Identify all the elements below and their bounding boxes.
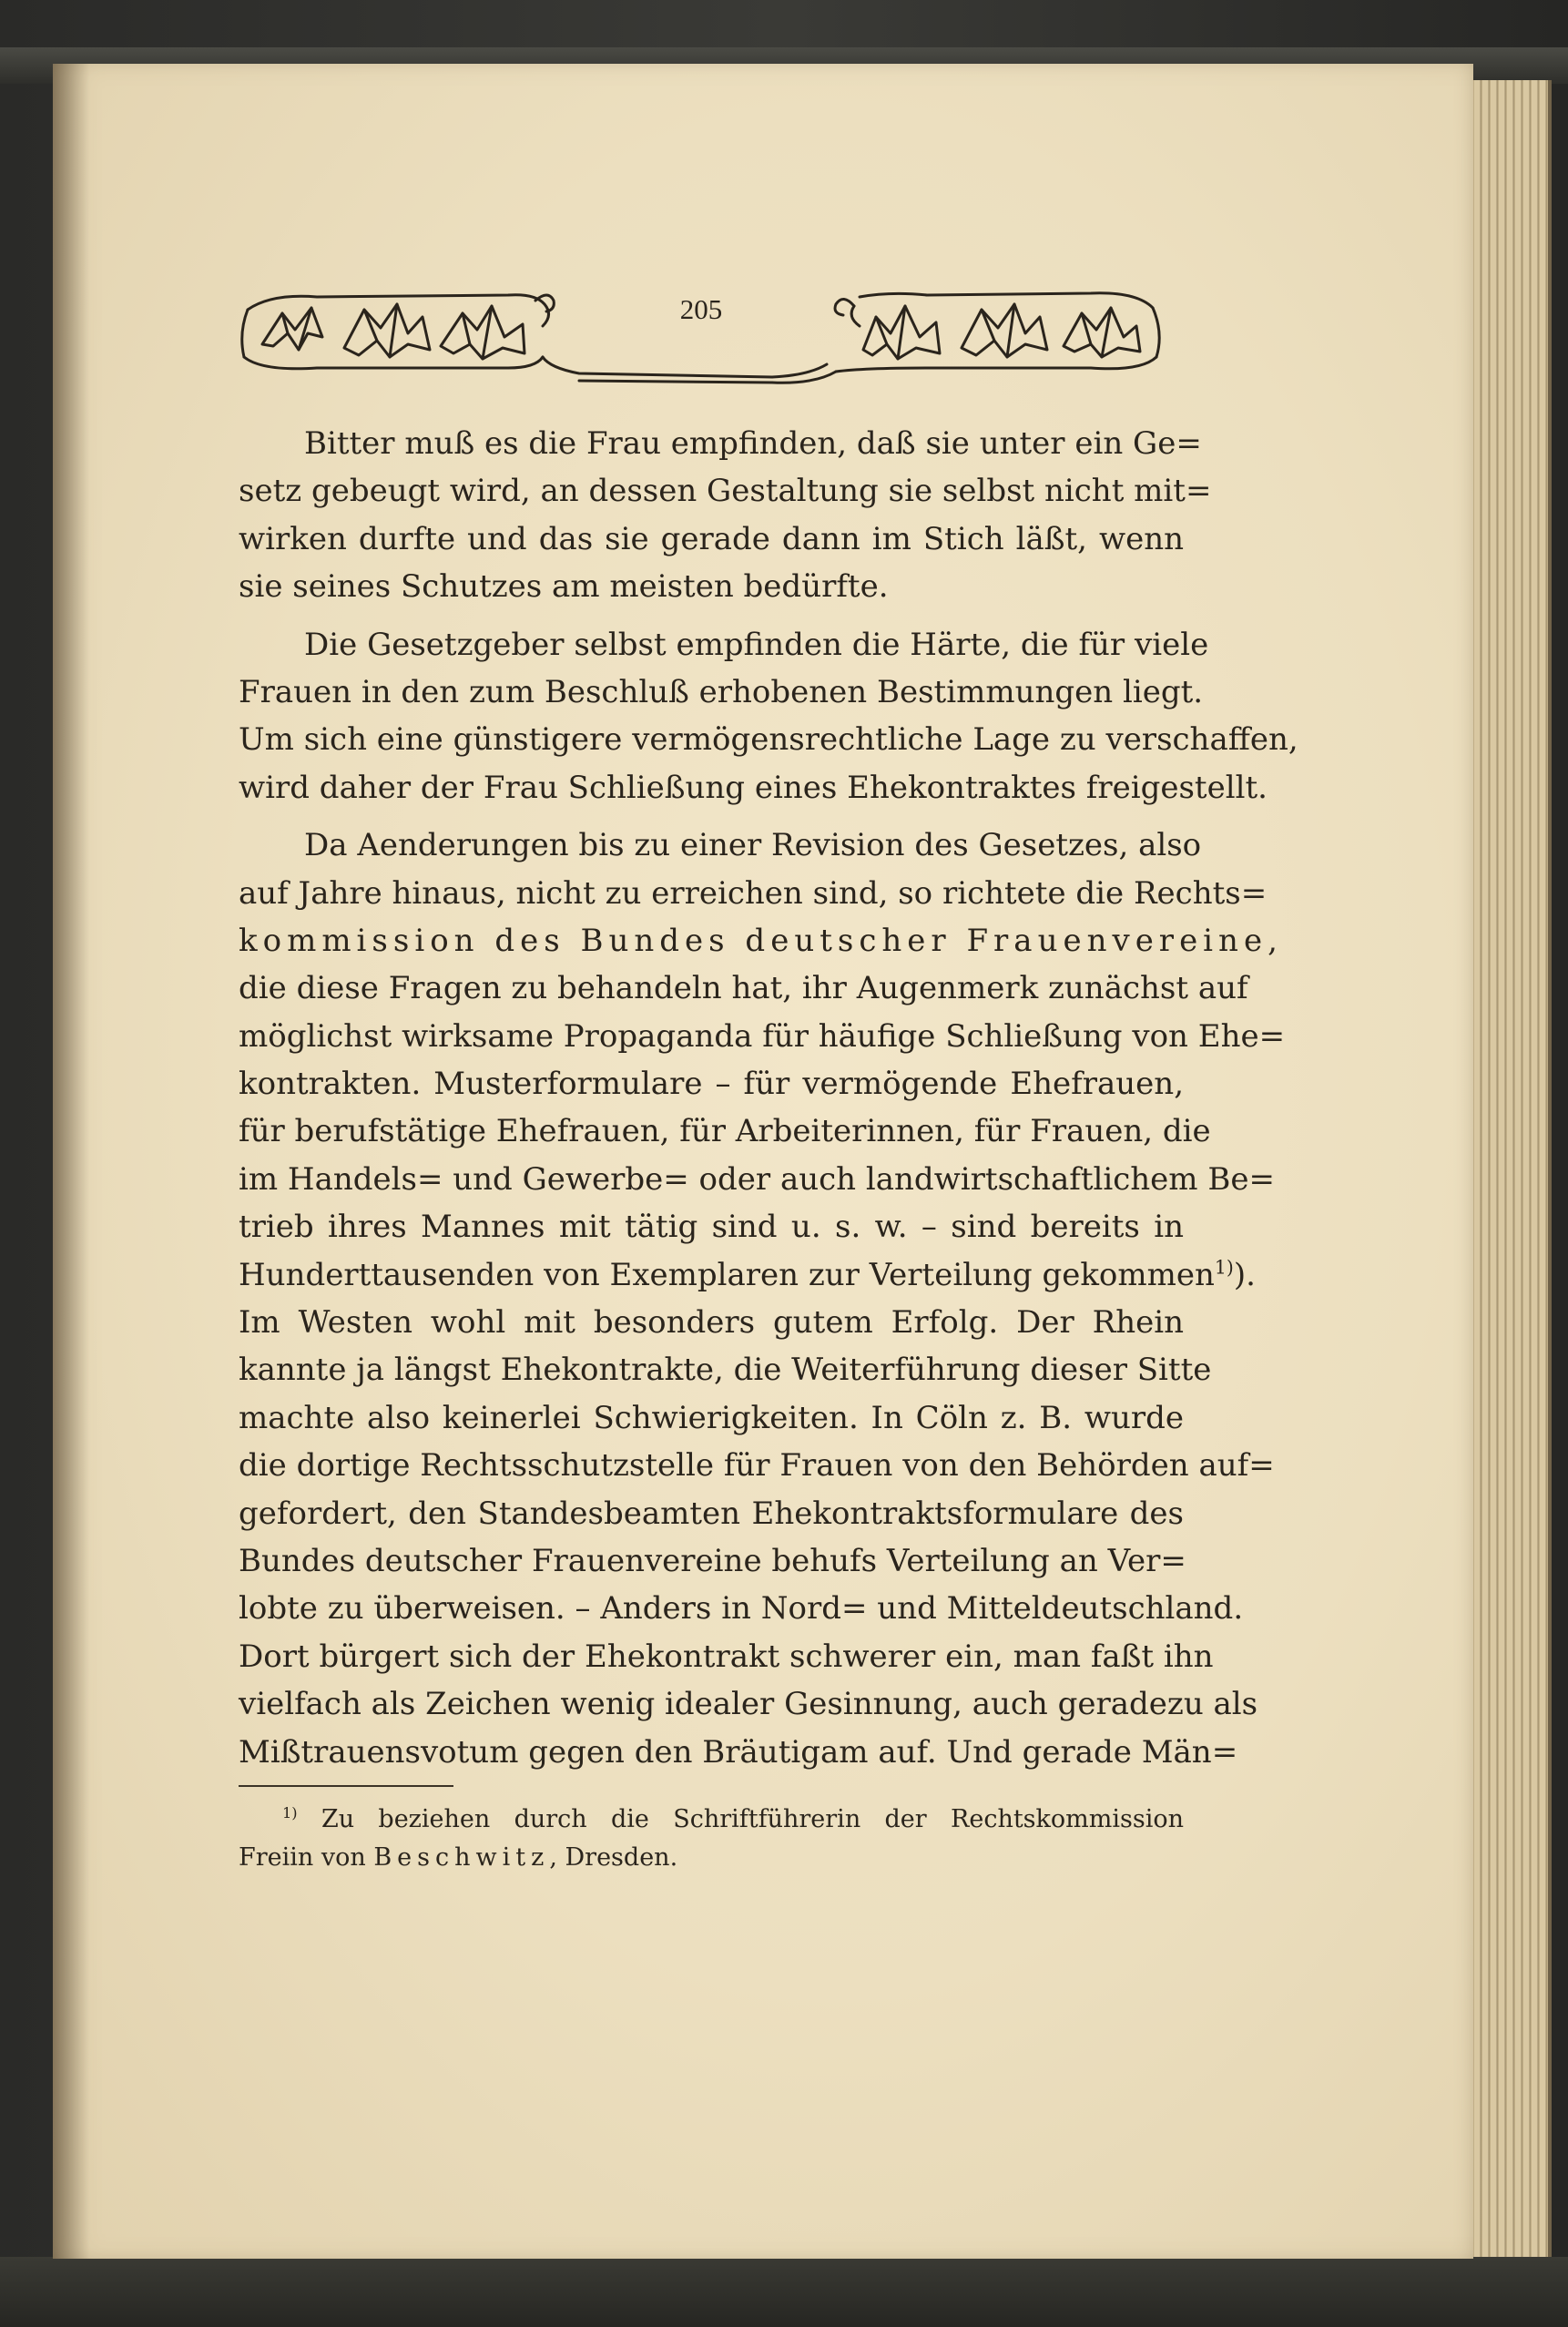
gutter-shadow: [53, 64, 89, 2259]
body-text: [239, 420, 1298, 1786]
text-line: die diese Fragen zu behandeln hat, ihr Augenmerk zunächst auf: [239, 970, 1248, 1007]
footnote-line-1: [239, 1801, 1184, 1839]
text-line: setz gebeugt wird, an dessen Gestaltung sie selbst nicht mit=: [239, 473, 1212, 510]
text-line: Mißtrauensvotum gegen den Bräutigam auf. Und gerade Män=: [239, 1733, 1238, 1771]
text-line: wird daher der Frau Schließung eines Ehekontraktes freigestellt.: [239, 769, 1268, 806]
text-line: sie seines Schutzes am meisten bedürfte.: [239, 568, 889, 606]
text-line: Im Westen wohl mit besonders gutem Erfolg. Der Rhein: [239, 1304, 1184, 1342]
footnote-name: Beschwitz: [373, 1843, 550, 1872]
text-line: kommission des Bundes deutscher Frauenvereine,: [239, 922, 1283, 959]
text-line: Dort bürgert sich der Ehekontrakt schwerer ein, man faßt ihn: [239, 1638, 1214, 1675]
cover-bottom-edge: [0, 2257, 1568, 2327]
footnote-line-2: [239, 1839, 1184, 1877]
page-edges: [1466, 80, 1552, 2257]
text-line: gefordert, den Standesbeamten Ehekontraktsformulare des: [239, 1495, 1184, 1532]
paragraph-2: [239, 621, 1298, 812]
footnote-marker: 1): [1214, 1256, 1234, 1279]
text-line: Bitter muß es die Frau empfinden, daß sie unter ein Ge=: [304, 425, 1202, 462]
text-line: trieb ihres Mannes mit tätig sind u. s. w. – sind bereits in: [239, 1209, 1184, 1246]
text-line: Da Aenderungen bis zu einer Revision des Gesetzes, also: [304, 827, 1202, 864]
text-line: im Handels= und Gewerbe= oder auch landwirtschaftlichem Be=: [239, 1160, 1275, 1198]
text-line: die dortige Rechtsschutzstelle für Frauen von den Behörden auf=: [239, 1447, 1275, 1485]
footnote: [239, 1801, 1184, 1877]
text-line: kontrakten. Musterformulare – für vermögende Ehefrauen,: [239, 1066, 1184, 1103]
footnote-rule: [239, 1785, 453, 1787]
text-line: kannte ja längst Ehekontrakte, die Weiterführung dieser Sitte: [239, 1352, 1212, 1389]
footnote-marker: 1): [282, 1804, 298, 1822]
ivy-vignette-icon: [235, 273, 1168, 392]
text-line: möglichst wirksame Propaganda für häufige Schließung von Ehe=: [239, 1017, 1286, 1055]
footnote-text: Zu beziehen durch die Schriftführerin der Rechtskommission: [321, 1805, 1184, 1833]
footnote-text: Freiin von: [239, 1843, 374, 1872]
text-line-content: Hunderttausenden von Exemplaren zur Verteilung gekommen: [239, 1256, 1215, 1293]
text-line: wirken durfte und das sie gerade dann im Stich läßt, wenn: [239, 520, 1184, 557]
text-line: auf Jahre hinaus, nicht zu erreichen sind, so richtete die Rechts=: [239, 874, 1268, 912]
text-line: vielfach als Zeichen wenig idealer Gesinnung, auch geradezu als: [239, 1686, 1258, 1723]
text-line: Frauen in den zum Beschluß erhobenen Bestimmungen liegt.: [239, 673, 1204, 710]
page-header-ornament: [235, 273, 1168, 392]
text-line: für berufstätige Ehefrauen, für Arbeiterinnen, für Frauen, die: [239, 1113, 1211, 1150]
footnote-text: , Dresden.: [549, 1843, 678, 1872]
text-line: lobte zu überweisen. – Anders in Nord= und Mitteldeutschland.: [239, 1590, 1244, 1628]
closing-punctuation: ).: [1233, 1256, 1256, 1293]
paragraph-3: [239, 822, 1286, 1776]
page-number: 205: [679, 293, 723, 325]
paragraph-1: [239, 420, 1212, 611]
text-line: Die Gesetzgeber selbst empfinden die Härte, die für viele: [304, 626, 1209, 663]
text-line: machte also keinerlei Schwierigkeiten. In Cöln z. B. wurde: [239, 1399, 1184, 1436]
text-line: Bundes deutscher Frauenvereine behufs Verteilung an Ver=: [239, 1542, 1186, 1579]
text-line: Um sich eine günstigere vermögensrechtliche Lage zu verschaffen,: [239, 721, 1298, 759]
text-line-with-footnote: [239, 1251, 1256, 1299]
